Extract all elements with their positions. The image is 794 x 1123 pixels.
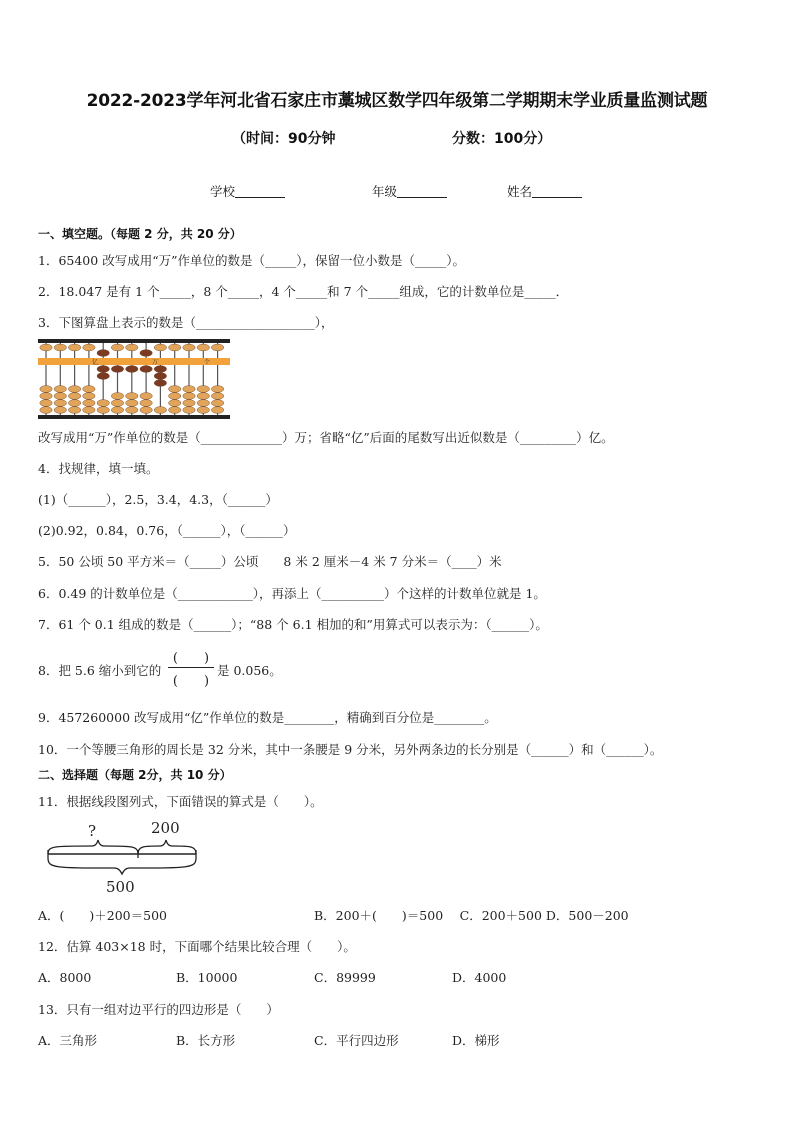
question-13-option-a[interactable]: A．三角形 (38, 1033, 98, 1048)
abacus-bead (183, 407, 195, 414)
abacus-bead (197, 344, 209, 351)
abacus-bead (83, 393, 95, 400)
segment-unknown-label: ? (88, 822, 97, 840)
abacus-bead (97, 373, 109, 380)
question-8-suffix: 是 0.056。 (217, 663, 282, 678)
question-2: 2．18.047 是有 1 个_____，8 个_____，4 个_____和 7 个_____组成，它的计数单位是_____． (38, 284, 569, 299)
school-label: 学校 (210, 184, 236, 199)
abacus-bead (183, 400, 195, 407)
time-limit: （时间：90分钟 (232, 131, 336, 147)
question-12: 12．估算 403×18 时，下面哪个结果比较合理（ ）。 (38, 939, 356, 954)
abacus-bead (126, 344, 138, 351)
abacus-bead (68, 344, 80, 351)
abacus-bead (211, 407, 223, 414)
question-6: 6．0.49 的计数单位是（____________），再添上（__________）个这样的计数单位就是 1。 (38, 586, 546, 601)
name-label: 姓名 (507, 184, 533, 199)
question-4: 4．找规律，填一填。 (38, 461, 159, 476)
abacus-bead (40, 393, 52, 400)
segment-diagram (44, 814, 206, 896)
abacus-bead (111, 366, 123, 373)
section-fill-blank-heading: 一、填空题。（每题 2 分，共 20 分） (38, 227, 242, 241)
school-field[interactable] (210, 182, 285, 200)
school-blank[interactable] (235, 185, 285, 198)
question-10: 10．一个等腰三角形的周长是 32 分米，其中一条腰是 9 分米，另外两条边的长分别是（______）和（______）。 (38, 742, 663, 757)
abacus-bead (211, 344, 223, 351)
abacus-bead (40, 344, 52, 351)
question-12-option-c[interactable]: C．89999 (314, 970, 376, 985)
abacus-bead (68, 393, 80, 400)
fraction-numerator[interactable]: ( ) (172, 651, 210, 666)
abacus-bead (54, 407, 66, 414)
abacus-bead (40, 407, 52, 414)
abacus-bead (111, 407, 123, 414)
abacus-bead (169, 344, 181, 351)
abacus-bead (126, 366, 138, 373)
abacus-bead (83, 386, 95, 393)
question-13-option-c[interactable]: C．平行四边形 (314, 1033, 399, 1048)
abacus-bead (68, 386, 80, 393)
abacus-bead (154, 407, 166, 414)
question-3: 3．下图算盘上表示的数是（___________________）， (38, 315, 334, 330)
question-12-option-a[interactable]: A．8000 (38, 970, 92, 985)
abacus-bead (154, 366, 166, 373)
abacus-bead (54, 386, 66, 393)
question-4-part-2: (2)0.92，0.84，0.76，（______），（______） (38, 523, 296, 538)
total-score: 分数：100分） (452, 131, 552, 147)
unknown-brace (48, 840, 138, 854)
abacus-bead (40, 400, 52, 407)
abacus-bead (169, 393, 181, 400)
fraction-denominator[interactable]: ( ) (172, 674, 210, 689)
question-11-option-a[interactable]: A．( )＋200＝500 (38, 908, 167, 923)
abacus-bead (97, 407, 109, 414)
abacus-bead (140, 393, 152, 400)
abacus-bead (197, 400, 209, 407)
total-brace (48, 858, 196, 874)
abacus-bead (154, 380, 166, 387)
abacus-bead (183, 393, 195, 400)
abacus-bead (140, 350, 152, 357)
section-choice-heading: 二、选择题（每题 2分，共 10 分） (38, 768, 232, 782)
abacus-bead (111, 400, 123, 407)
abacus-bead (126, 393, 138, 400)
abacus-bead (197, 407, 209, 414)
abacus-bead (183, 344, 195, 351)
question-8-fraction[interactable] (168, 647, 214, 691)
grade-label: 年级 (372, 184, 398, 199)
question-11-options-bcd[interactable]: B．200＋( )＝500 C．200＋500 D．500－200 (314, 908, 629, 923)
question-8-prefix: 8．把 5.6 缩小到它的 (38, 663, 162, 678)
grade-blank[interactable] (397, 185, 447, 198)
abacus-bead (68, 407, 80, 414)
abacus-bead (126, 400, 138, 407)
abacus-bead (169, 407, 181, 414)
abacus-bead (54, 400, 66, 407)
abacus-bead (126, 407, 138, 414)
segment-total-label: 500 (106, 878, 135, 896)
abacus-bead (154, 373, 166, 380)
grade-field[interactable] (372, 182, 447, 200)
question-13: 13．只有一组对边平行的四边形是（ ） (38, 1002, 279, 1017)
abacus-label-ge: 个 (204, 359, 211, 366)
abacus-bead (197, 386, 209, 393)
question-9: 9．457260000 改写成用“亿”作单位的数是________，精确到百分位是________。 (38, 710, 497, 725)
abacus-bead (169, 400, 181, 407)
page-title: 2022-2023学年河北省石家庄市藁城区数学四年级第二学期期末学业质量监测试题 (86, 91, 708, 111)
abacus-bead (169, 386, 181, 393)
question-5: 5．50 公顷 50 平方米＝（_____）公顷 8 米 2 厘米－4 米 7 分米＝（____）米 (38, 554, 502, 569)
name-field[interactable] (507, 182, 582, 200)
abacus-bead (197, 393, 209, 400)
abacus-bead (83, 400, 95, 407)
abacus-bead (211, 386, 223, 393)
abacus-bead (97, 350, 109, 357)
abacus-bead (111, 344, 123, 351)
question-7: 7．61 个 0.1 组成的数是（______）；“88 个 6.1 相加的和”用算式可以表示为：（______）。 (38, 617, 548, 632)
abacus-bead (97, 366, 109, 373)
question-13-option-b[interactable]: B．长方形 (176, 1033, 236, 1048)
abacus-bead (54, 393, 66, 400)
abacus-bead (140, 400, 152, 407)
abacus-bead (83, 407, 95, 414)
question-12-option-d[interactable]: D．4000 (452, 970, 507, 985)
abacus-bead (40, 386, 52, 393)
abacus-bead (97, 400, 109, 407)
part-brace (138, 840, 196, 854)
abacus-bead (211, 400, 223, 407)
abacus-bead (54, 344, 66, 351)
abacus-bead (211, 393, 223, 400)
name-blank[interactable] (532, 185, 582, 198)
fraction-bar (168, 667, 214, 668)
question-3-followup: 改写成用“万”作单位的数是（_____________）万；省略“亿”后面的尾数写出近似数是（_________）亿。 (38, 430, 614, 445)
abacus-bead (140, 407, 152, 414)
question-4-part-1: (1)（______），2.5，3.4，4.3，（______） (38, 492, 278, 507)
abacus-bead (83, 344, 95, 351)
abacus-bead (111, 393, 123, 400)
abacus-bead (140, 366, 152, 373)
abacus-bead (183, 386, 195, 393)
question-11: 11．根据线段图列式，下面错误的算式是（ ）。 (38, 794, 323, 809)
question-12-option-b[interactable]: B．10000 (176, 970, 238, 985)
abacus-label-yi: 亿 (92, 359, 99, 366)
abacus-bead (154, 344, 166, 351)
segment-part-label: 200 (151, 819, 180, 837)
abacus-label-wan: 万 (152, 359, 159, 366)
question-1: 1．65400 改写成用“万”作单位的数是（_____），保留一位小数是（_____）。 (38, 253, 465, 268)
question-13-option-d[interactable]: D．梯形 (452, 1033, 500, 1048)
abacus-bead (68, 400, 80, 407)
abacus-figure (36, 337, 232, 421)
